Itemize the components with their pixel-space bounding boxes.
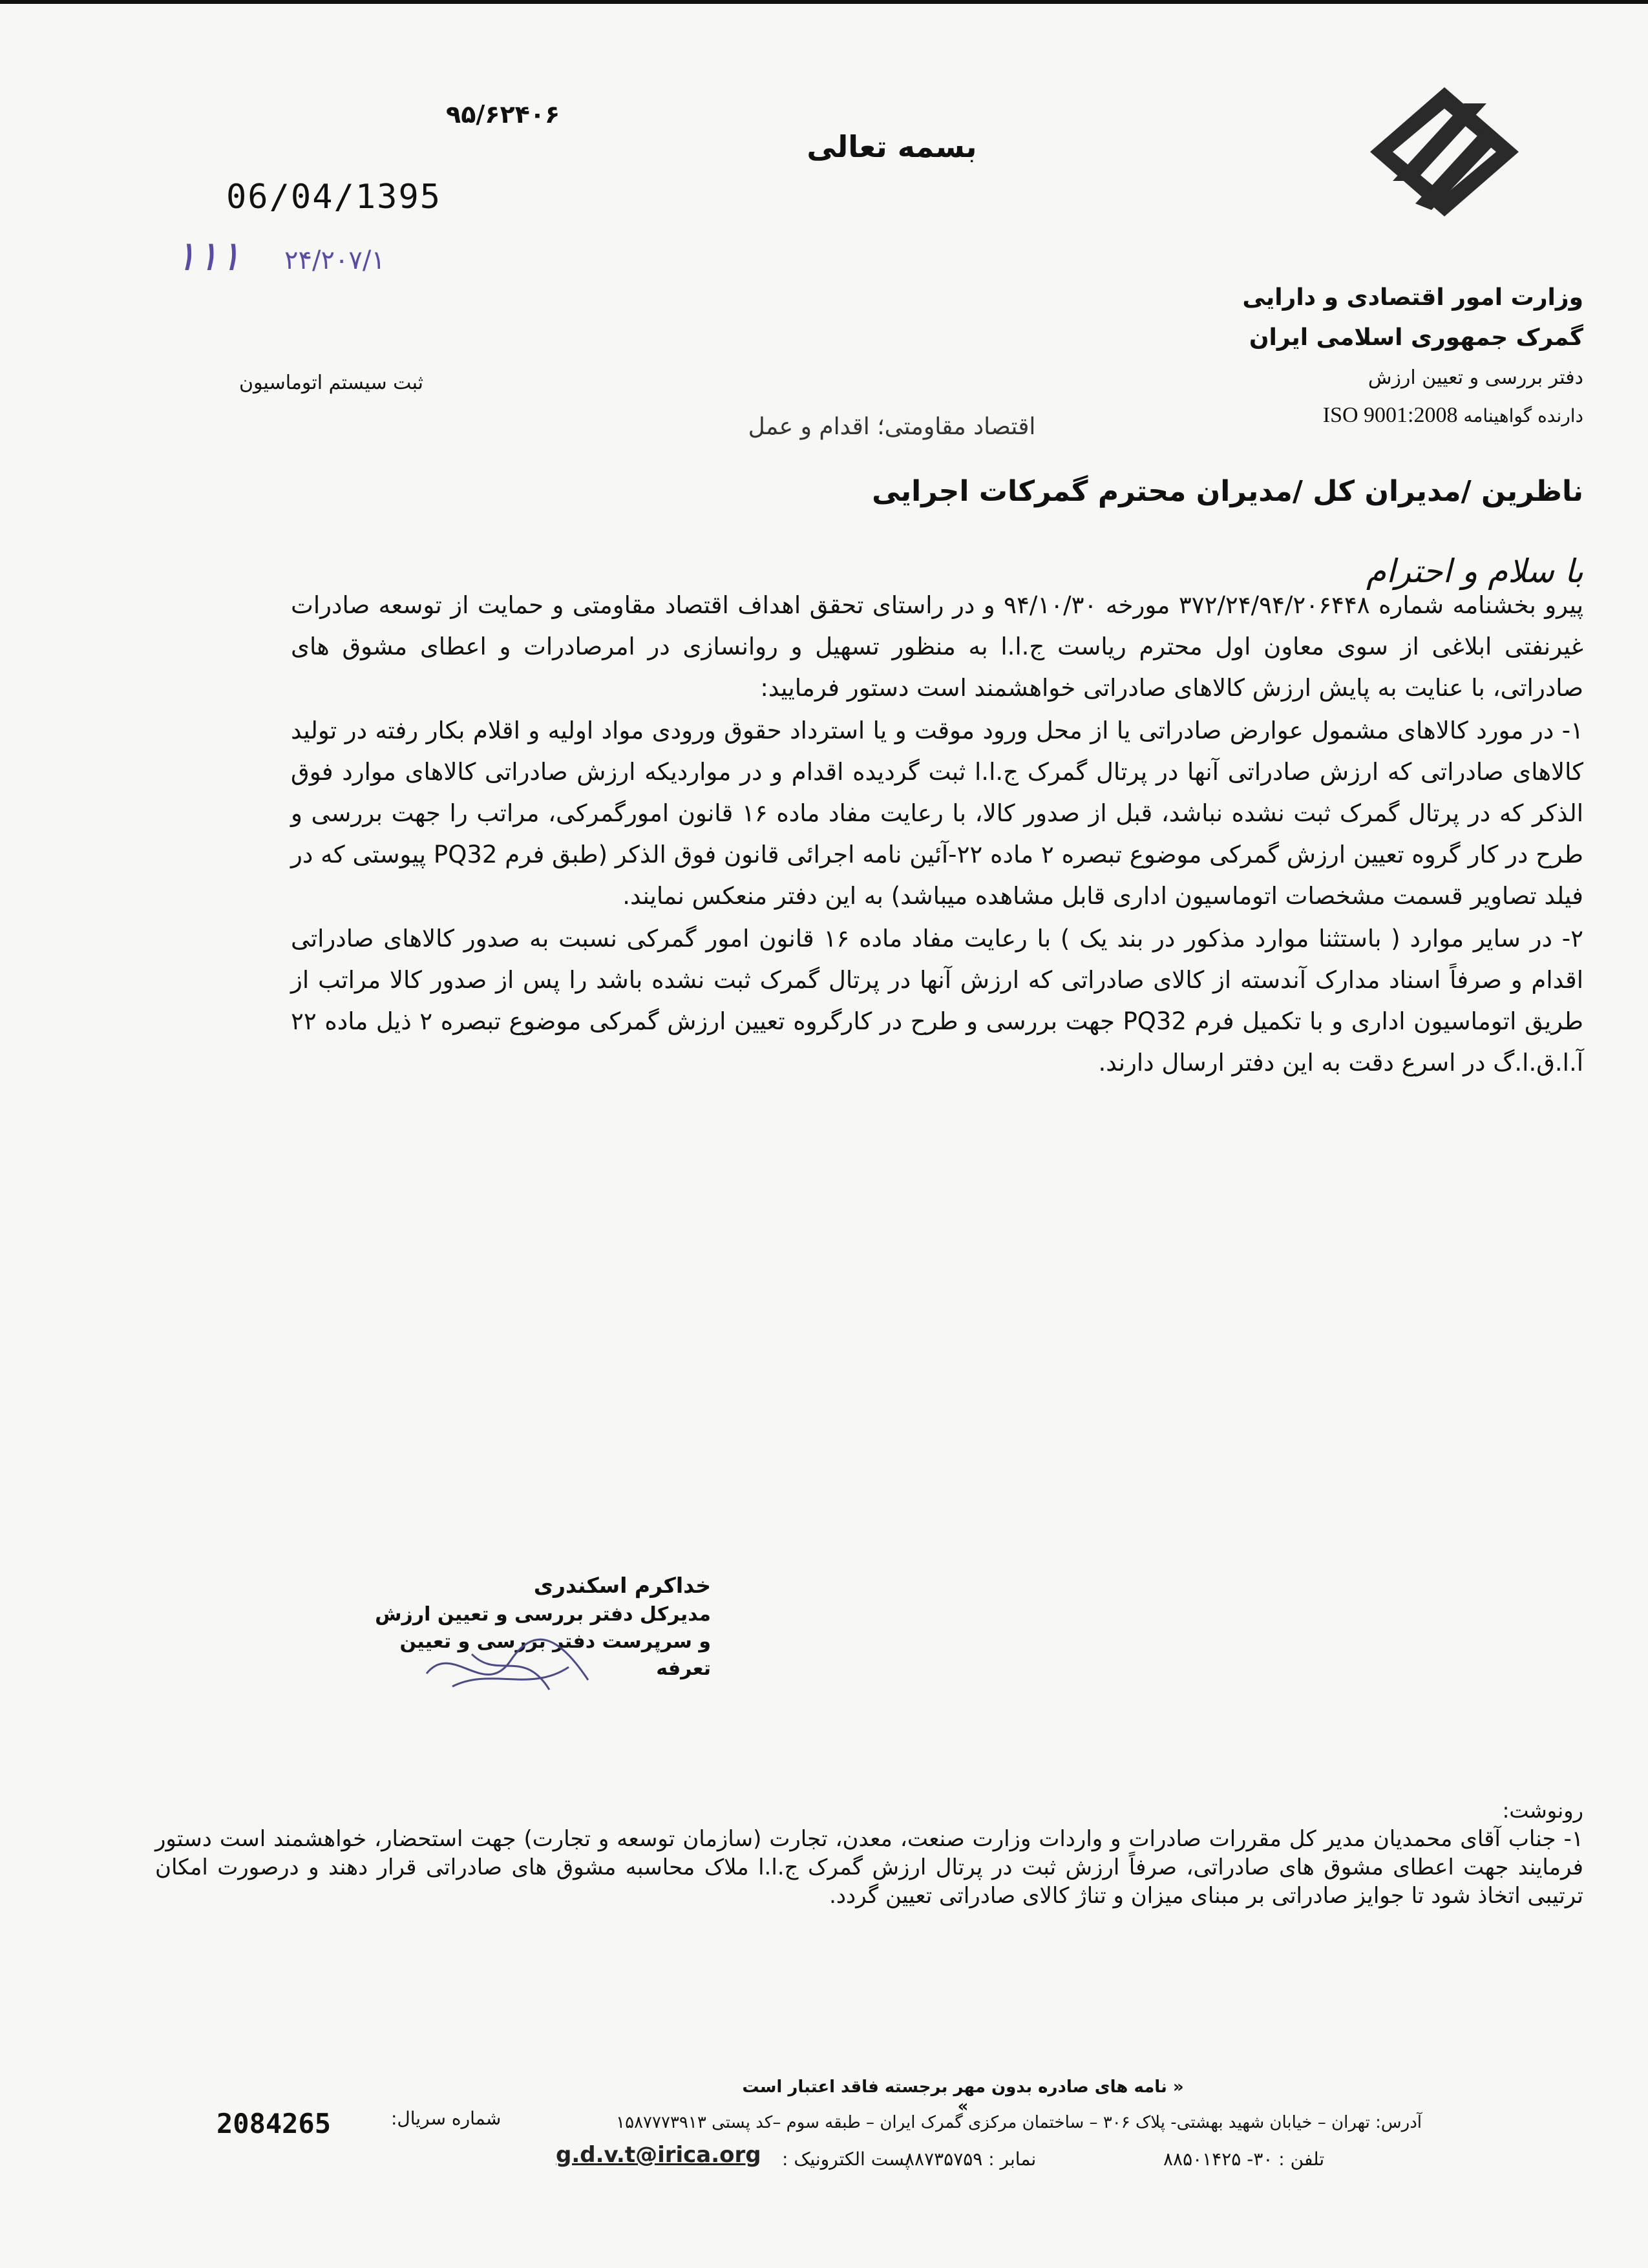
footer-fax: نمابر : ۸۸۷۳۵۷۵۹ bbox=[905, 2148, 1037, 2170]
customs-name: گمرک جمهوری اسلامی ایران bbox=[1249, 324, 1583, 351]
carbon-copy-block bbox=[155, 1796, 1583, 1910]
greeting: با سلام و احترام bbox=[1366, 552, 1583, 590]
slogan: اقتصاد مقاومتی؛ اقدام و عمل bbox=[748, 414, 1036, 440]
serial-value: 2084265 bbox=[217, 2108, 332, 2139]
serial-label: شماره سریال: bbox=[391, 2108, 502, 2129]
ministry-name: وزارت امور اقتصادی و دارایی bbox=[1242, 284, 1583, 311]
body-intro: پیرو بخشنامه شماره ۳۷۲/۲۴/۹۴/۲۰۶۴۴۸ مورخه ۹۴/۱۰/۳۰ و در راستای تحقق اهداف اقتصاد مقاومتی و حمایت از توسعه صادرات غیرنفتی ابلاغی از سوی معاون اول محترم ریاست ج.ا.ا به منظور تسهیل و روانسازی در امرصادرات و اعطای مشوق های صادراتی، با عنایت به پایش ارزش کالاهای صادراتی خواهشمند است دستور فرمایید: bbox=[291, 591, 1583, 702]
cc-title: رونوشت: bbox=[1502, 1798, 1583, 1823]
iso-code: ISO 9001:2008 bbox=[1322, 403, 1458, 427]
recipient-line: ناظرین /مدیران کل /مدیران محترم گمرکات اجرایی bbox=[872, 475, 1583, 508]
footer-address: آدرس: تهران – خیابان شهید بهشتی- پلاک ۳۰۶ – ساختمان مرکزی گمرک ایران – طبقه سوم –کد پستی ۱۵۸۷۷۷۳۹۱۳ bbox=[616, 2113, 1422, 2132]
body-item-1: ۱- در مورد کالاهای مشمول عوارض صادراتی یا از محل ورود موقت و یا استرداد حقوق ورودی مواد اولیه و اقلام بکار رفته در تولید کالاهای صادراتی که ارزش صادراتی آنها در پرتال گمرک ج.ا.ا ثبت گردیده اقدام و در مواردیکه ارزش صادراتی کالاهای موارد فوق الذکر که در پرتال گمرک ثبت نشده نباشد، قبل از صدور کالا، با رعایت مفاد ماده ۱۶ قانون امورگمرکی، مراتب را جهت بررسی و طرح در کار گروه تعیین ارزش گمرکی موضوع تبصره ۲ ماده ۲۲-آئین نامه اجرائی قانون فوق الذکر (طبق فرم PQ32 پیوستی که در فیلد تصاویر قسمت مشخصات اتوماسیون اداری قابل مشاهده میباشد) به این دفتر منعکس نمایند. bbox=[291, 717, 1583, 910]
letter-body bbox=[291, 585, 1583, 1084]
footer-phone: تلفن : ۳۰- ۸۸۵۰۱۴۲۵ bbox=[1163, 2148, 1325, 2170]
letter-date: 06/04/1395 bbox=[226, 178, 442, 216]
body-item-2: ۲- در سایر موارد ( باستثنا موارد مذکور در بند یک ) با رعایت مفاد ماده ۱۶ قانون امور گمرکی نسبت به صدور کالاهای صادراتی اقدام و صرفاً اسناد مدارک آندسته از کالای صادراتی که ارزش آنها در پرتال گمرک ثبت نشده باشد را پس از صدور کالا مراتب از طریق اتوماسیون اداری و با تکمیل فرم PQ32 جهت بررسی و طرح در کارگروه تعیین ارزش گمرکی موضوع تبصره ۲ ذیل ماده ۲۲ آ.ا.ق.ا.گ در اسرع دقت به این دفتر ارسال دارند. bbox=[291, 925, 1583, 1076]
handwritten-reference: ۲۴/۲۰۷/۱ bbox=[284, 246, 385, 275]
cc-text: ۱- جناب آقای محمدیان مدیر کل مقررات صادرات و واردات وزارت صنعت، معدن، تجارت (سازمان توسعه و تجارت) جهت استحضار، خواهشمند است دستور فرمایند جهت اعطای مشوق های صادراتی، صرفاً ارزش ثبت در پرتال ارزش گمرک ج.ا.ا ملاک محاسبه مشوق های صادراتی قرار دهند و درصورت امکان ترتیبی اتخاذ شود تا جوایز صادراتی بر مبنای میزان و تناژ کالای صادراتی تعیین گردد. bbox=[155, 1826, 1583, 1909]
footer-email-label: پست الکترونیک : bbox=[782, 2148, 910, 2170]
office-name: دفتر بررسی و تعیین ارزش bbox=[1368, 366, 1583, 389]
handwritten-number: ۱۱۱ bbox=[174, 233, 242, 280]
footer-email[interactable]: g.d.v.t@irica.org bbox=[556, 2142, 761, 2168]
signatory-name: خداکرم اسکندری bbox=[533, 1573, 711, 1598]
automation-registration-note: ثبت سیستم اتوماسیون bbox=[239, 372, 424, 394]
reference-number: ۹۵/۶۲۴۰۶ bbox=[446, 100, 560, 129]
iso-prefix: دارنده گواهینامه bbox=[1463, 405, 1583, 426]
scan-edge bbox=[0, 0, 1648, 4]
letter-heading: بسمه تعالی bbox=[807, 129, 977, 164]
handwritten-signature bbox=[414, 1628, 607, 1706]
signatory-role-1: مدیرکل دفتر بررسی و تعیین ارزش bbox=[375, 1603, 711, 1626]
iso-certificate bbox=[1183, 403, 1583, 428]
organization-header bbox=[1183, 278, 1583, 428]
footer-note: « نامه های صادره بدون مهر برجسته فاقد اعتبار است » bbox=[742, 2077, 1184, 2116]
customs-logo-icon bbox=[1367, 84, 1522, 220]
signatory-role-2: و سرپرست دفتر بررسی و تعیین تعرفه bbox=[399, 1630, 711, 1680]
